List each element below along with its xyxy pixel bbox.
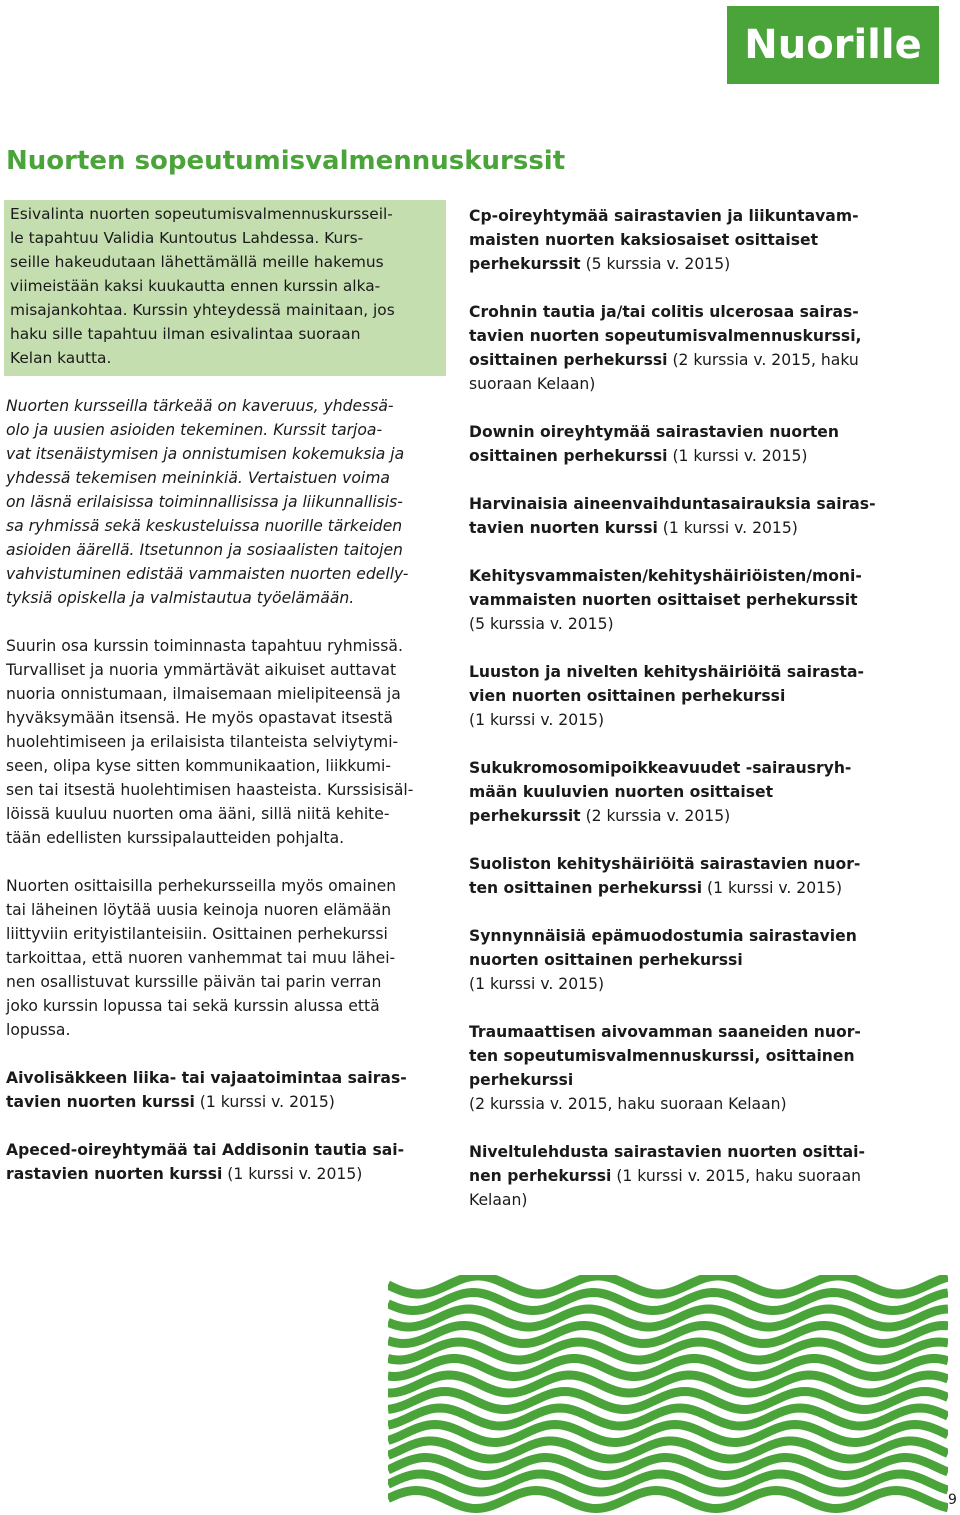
intro-box bbox=[4, 200, 446, 376]
course-title-text: osittainen perhekurssi bbox=[469, 351, 668, 369]
course-title-text: rastavien nuorten kurssi bbox=[6, 1165, 223, 1183]
course-detail-text: (1 kurssi v. 2015) bbox=[667, 447, 808, 465]
course-detail-text: (1 kurssi v. 2015) bbox=[702, 879, 843, 897]
course-title-text: maisten nuorten kaksiosaiset osittaiset bbox=[469, 231, 819, 249]
course-item bbox=[469, 564, 929, 636]
course-title-text: perhekurssit bbox=[469, 255, 581, 273]
course-title-text: Synnynnäisiä epämuodostumia sairastavien bbox=[469, 927, 857, 945]
course-detail-text: (5 kurssia v. 2015) bbox=[469, 615, 614, 633]
course-detail-text: (1 kurssi v. 2015) bbox=[222, 1165, 363, 1183]
course-title-text: osittainen perhekurssi bbox=[469, 447, 668, 465]
course-title-text: Downin oireyhtymää sairastavien nuorten bbox=[469, 423, 839, 441]
left-column bbox=[6, 200, 442, 1210]
course-title-text: tavien nuorten kurssi bbox=[6, 1093, 195, 1111]
course-title-text: mään kuuluvien nuorten osittaiset bbox=[469, 783, 774, 801]
course-title-text: tavien nuorten sopeutumisvalmennuskurssi, bbox=[469, 327, 862, 345]
course-item bbox=[469, 1140, 929, 1212]
italic-paragraph: Nuorten kursseilla tärkeää on kaveruus, yhdessä- olo ja uusien asioiden tekeminen. Kurssit tarjoa- vat itsenäistymisen ja onnistumisen kokemuksia ja yhdessä tekemisen meininkiä. Vertaistuen voima on läsnä erilaisissa toiminnallisissa ja liikunnallisis- sa ryhmissä sekä keskusteluissa nuorille tärkeiden asioiden äärellä. Itsetunnon ja sosiaalisten taitojen vahvistuminen edistää vammaisten nuorten edelly- tyksiä opiskella ja valmistautua työelämään. bbox=[6, 397, 409, 607]
course-detail-text: (5 kurssia v. 2015) bbox=[580, 255, 731, 273]
course-item bbox=[469, 660, 929, 732]
course-title-text: Aivolisäkkeen liika- tai vajaatoimintaa sairas- bbox=[6, 1069, 407, 1087]
course-detail-text: (1 kurssi v. 2015) bbox=[469, 711, 605, 729]
course-detail-text: suoraan Kelaan) bbox=[469, 375, 596, 393]
course-title-text: Cp-oireyhtymää sairastavien ja liikuntavam- bbox=[469, 207, 859, 225]
course-item bbox=[6, 1066, 442, 1114]
course-item bbox=[469, 420, 929, 468]
course-list-right bbox=[469, 204, 929, 1212]
course-detail-text: (1 kurssi v. 2015) bbox=[469, 975, 605, 993]
course-title-text: Traumaattisen aivovamman saaneiden nuor- bbox=[469, 1023, 861, 1041]
course-detail-text: (2 kurssia v. 2015, haku suoraan Kelaan) bbox=[469, 1095, 787, 1113]
right-column bbox=[469, 204, 929, 1236]
page-number: 9 bbox=[948, 1492, 957, 1508]
course-title-text: Harvinaisia aineenvaihduntasairauksia sairas- bbox=[469, 495, 876, 513]
course-item bbox=[469, 852, 929, 900]
course-title-text: vammaisten nuorten osittaiset perhekurssit bbox=[469, 591, 858, 609]
body-paragraph-groups: Suurin osa kurssin toiminnasta tapahtuu ryhmissä. Turvalliset ja nuoria ymmärtävät aikuiset auttavat nuoria onnistumaan, ilmaisemaan mielipiteensä ja hyväksymään itsensä. He myös opastavat itsestä huolehtimiseen ja erilaisista tilanteista selviytymi- seen, olipa kyse sitten kommunikaation, liikkumi- sen tai itsestä huolehtimisen haasteista. Kurssisisäl- löissä kuuluu nuorten oma ääni, sillä niitä kehite- tään edellisten kurssipalautteiden pohjalta. bbox=[6, 637, 414, 847]
course-item bbox=[469, 1020, 929, 1116]
wave-decoration bbox=[388, 1275, 948, 1515]
course-title-text: Luuston ja nivelten kehityshäiriöitä sairasta- bbox=[469, 663, 864, 681]
course-detail-text: Kelaan) bbox=[469, 1191, 528, 1209]
course-item bbox=[469, 492, 929, 540]
course-title-text: ten sopeutumisvalmennuskurssi, osittainen bbox=[469, 1047, 855, 1065]
course-detail-text: (1 kurssi v. 2015, haku suoraan bbox=[611, 1167, 862, 1185]
course-item bbox=[469, 924, 929, 996]
course-title-text: tavien nuorten kurssi bbox=[469, 519, 658, 537]
course-title-text: perhekurssi bbox=[469, 1071, 574, 1089]
course-detail-text: (2 kurssia v. 2015) bbox=[580, 807, 731, 825]
course-title-text: Sukukromosomipoikkeavuudet -sairausryh- bbox=[469, 759, 852, 777]
course-detail-text: (1 kurssi v. 2015) bbox=[657, 519, 798, 537]
course-item bbox=[469, 204, 929, 276]
wave-line bbox=[388, 1342, 948, 1360]
course-title-text: perhekurssit bbox=[469, 807, 581, 825]
course-title-text: Crohnin tautia ja/tai colitis ulcerosaa sairas- bbox=[469, 303, 859, 321]
course-item bbox=[469, 756, 929, 828]
course-list-left bbox=[6, 1066, 442, 1186]
course-title-text: nuorten osittainen perhekurssi bbox=[469, 951, 743, 969]
body-paragraph-family: Nuorten osittaisilla perhekursseilla myös omainen tai läheinen löytää uusia keinoja nuoren elämään liittyviin erityistilanteisiin. Osittainen perhekurssi tarkoittaa, että nuoren vanhemmat tai muu lähei- nen osallistuvat kurssille päivän tai parin verran joko kurssin lopussa tai sekä kurssin alussa että lopussa. bbox=[6, 877, 397, 1039]
course-item bbox=[6, 1138, 442, 1186]
course-title-text: nen perhekurssi bbox=[469, 1167, 612, 1185]
intro-paragraph: Esivalinta nuorten sopeutumisvalmennuskursseil- le tapahtuu Validia Kuntoutus Lahdessa. Kurs- seille hakeudutaan lähettämällä meille hakemus viimeistään kaksi kuukautta ennen kurssin alka- misajankohtaa. Kurssin yhteydessä mainitaan, jos haku sille tapahtuu ilman esivalintaa suoraan Kelan kautta. bbox=[10, 205, 395, 367]
course-title-text: Niveltulehdusta sairastavien nuorten osittai- bbox=[469, 1143, 866, 1161]
course-title-text: Apeced-oireyhtymää tai Addisonin tautia sai- bbox=[6, 1141, 405, 1159]
course-item bbox=[469, 300, 929, 396]
course-title-text: Kehitysvammaisten/kehityshäiriöisten/moni- bbox=[469, 567, 862, 585]
section-badge: Nuorille bbox=[727, 6, 939, 84]
course-title-text: Suoliston kehityshäiriöitä sairastavien nuor- bbox=[469, 855, 861, 873]
course-title-text: ten osittainen perhekurssi bbox=[469, 879, 703, 897]
course-title-text: vien nuorten osittainen perhekurssi bbox=[469, 687, 786, 705]
course-detail-text: (1 kurssi v. 2015) bbox=[194, 1093, 335, 1111]
page-title: Nuorten sopeutumisvalmennuskurssit bbox=[6, 146, 566, 176]
course-detail-text: (2 kurssia v. 2015, haku bbox=[667, 351, 859, 369]
